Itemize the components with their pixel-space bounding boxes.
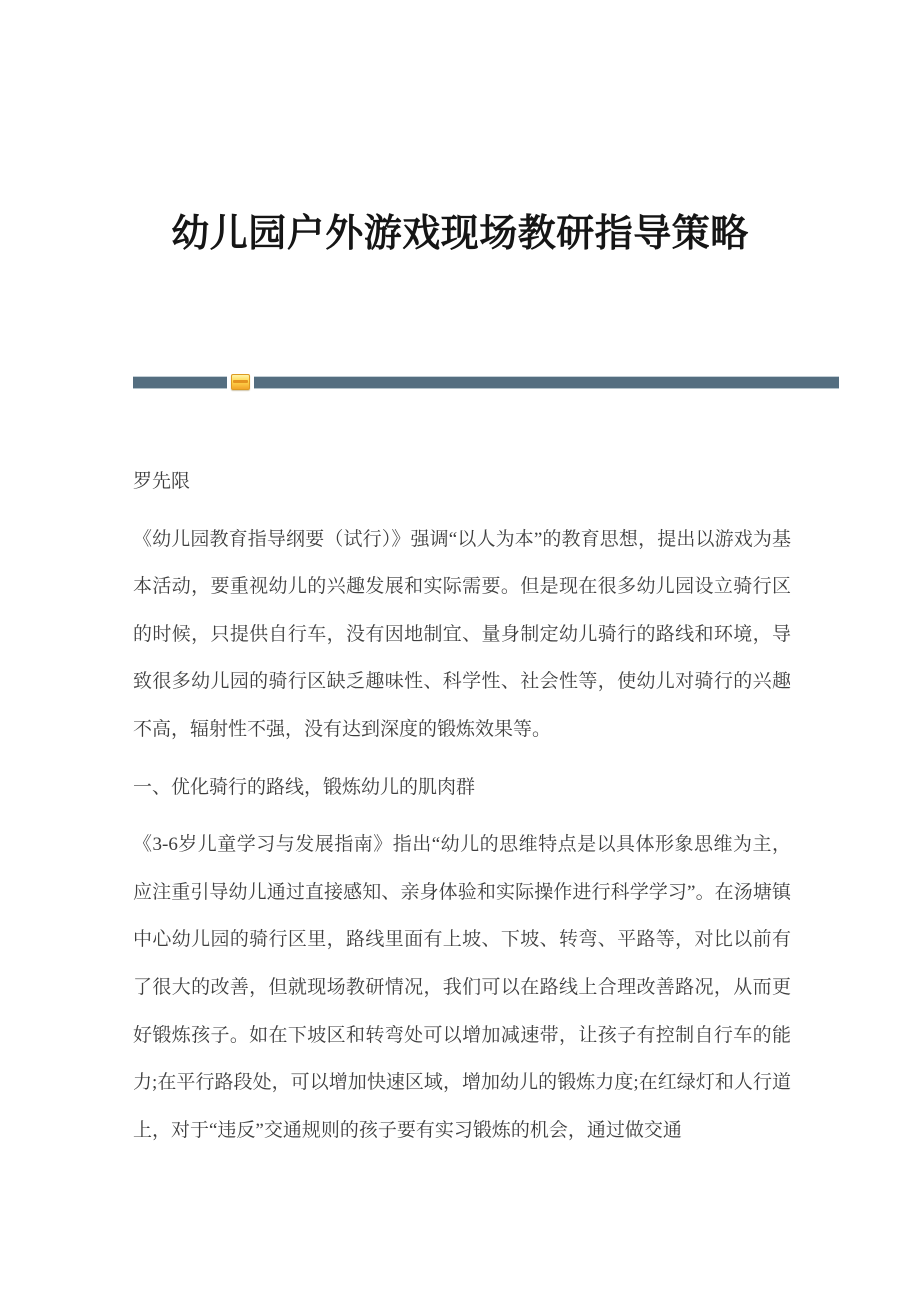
envelope-fold [233,380,248,383]
document-body [133,458,791,1154]
author-name: 罗先限 [133,471,191,492]
divider-bar-left [133,376,227,389]
section-divider [133,374,839,390]
paragraph-intro: 《幼儿园教育指导纲要（试行）》强调“以人为本”的教育思想，提出以游戏为基本活动，要重视幼儿的兴趣发展和实际需要。但是现在很多幼儿园设立骑行区的时候，只提供自行车，没有因地制宜、量身制定幼儿骑行的路线和环境，导致很多幼儿园的骑行区缺乏趣味性、科学性、社会性等，使幼儿对骑行的兴趣不高，辐射性不强，没有达到深度的锻炼效果等。 [133,528,791,740]
section-heading-1: 一、优化骑行的路线，锻炼幼儿的肌肉群 [133,776,476,798]
envelope-icon [231,374,250,390]
paragraph-section-1: 《3-6岁儿童学习与发展指南》指出“幼儿的思维特点是以具体形象思维为主，应注重引导幼儿通过直接感知、亲身体验和实际操作进行科学学习”。在汤塘镇中心幼儿园的骑行区里，路线里面有上坡、下坡、转弯、平路等，对比以前有了很大的改善，但就现场教研情况，我们可以在路线上合理改善路况，从而更好锻炼孩子。如在下坡区和转弯处可以增加减速带，让孩子有控制自行车的能力;在平行路段处，可以增加快速区域，增加幼儿的锻炼力度;在红绿灯和人行道上，对于“违反”交通规则的孩子要有实习锻炼的机会，通过做交通 [133,834,791,1141]
divider-bar-right [254,376,839,389]
document-title: 幼儿园户外游戏现场教研指导策略 [171,213,749,255]
